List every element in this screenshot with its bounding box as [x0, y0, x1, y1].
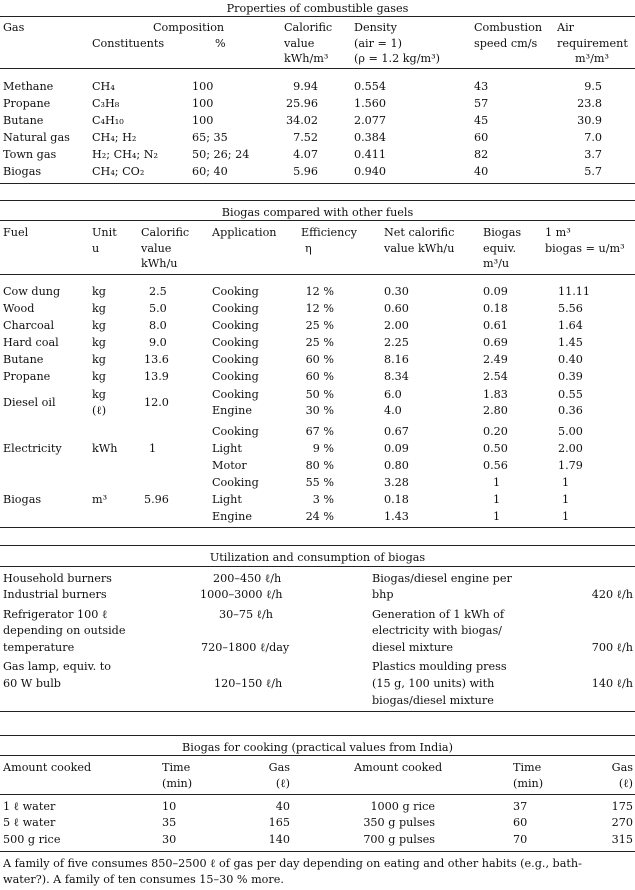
cell-efficiency: 60 % [305, 353, 334, 366]
divider [0, 220, 635, 221]
divider [0, 16, 635, 17]
col-header-eta: η [305, 242, 312, 255]
table-title: Utilization and consumption of biogas [209, 551, 426, 564]
cell-unit: m³ [92, 493, 108, 506]
cell-unit: kg [92, 285, 106, 298]
cell-net-calorific: 8.16 [384, 353, 409, 366]
cell-density: 1.560 [354, 97, 387, 110]
cell-unit: kg [92, 336, 106, 349]
label-plastics-press-2: (15 g, 100 units) with [372, 677, 495, 690]
cell-percent: 60; 40 [192, 165, 228, 178]
cell-constituents: C₄H₁₀ [92, 114, 124, 127]
cell-per-m3: 1.79 [558, 459, 583, 472]
cell-percent: 65; 35 [192, 131, 228, 144]
divider [0, 183, 635, 184]
col-header-net-calorific: Net calorific [384, 226, 455, 239]
cell-air: 9.5 [584, 80, 602, 93]
cell-biogas-equiv: 2.54 [483, 370, 508, 383]
col-header-air-unit: m³/m³ [575, 52, 609, 65]
col-header-time-unit: (min) [162, 777, 193, 790]
cell-gas: Natural gas [3, 131, 70, 144]
cell-time-2: 37 [513, 800, 528, 813]
cell-biogas-equiv: 0.50 [483, 442, 508, 455]
cell-air: 7.0 [584, 131, 602, 144]
cell-calorific: 5.96 [144, 493, 169, 506]
cell-biogas-equiv: 0.20 [483, 425, 508, 438]
cell-speed: 40 [474, 165, 489, 178]
label-household-burners: Household burners [3, 572, 112, 585]
cell-application: Cooking [212, 285, 259, 298]
col-header-calorific-2: value [141, 242, 172, 255]
cell-net-calorific: 0.67 [384, 425, 409, 438]
cell-fuel: Biogas [3, 493, 42, 506]
cell-amount-2: 700 g pulses [363, 833, 435, 846]
col-header-requirement: requirement [557, 37, 628, 50]
cell-unit-electricity: kWh [92, 442, 118, 455]
cell-per-m3: 1 [562, 476, 570, 489]
col-header-amount: Amount cooked [3, 761, 92, 774]
cell-calorific: 34.02 [285, 114, 318, 127]
col-header-equiv-unit: m³/u [483, 257, 510, 270]
cell-calorific: 9.94 [293, 80, 318, 93]
col-header-gas: Gas [268, 761, 290, 774]
col-header-composition: Composition [153, 21, 225, 34]
divider [0, 851, 635, 852]
cell-gas: Propane [3, 97, 51, 110]
cell-net-calorific: 2.25 [384, 336, 409, 349]
col-header-fuel: Fuel [3, 226, 29, 239]
divider [0, 68, 635, 69]
cell-application: Cooking [212, 302, 259, 315]
table-title: Biogas for cooking (practical values from India) [182, 741, 453, 754]
cell-gas: 140 [268, 833, 290, 846]
cell-speed: 60 [474, 131, 489, 144]
cell-biogas-equiv: 1 [493, 476, 501, 489]
cell-biogas-equiv: 2.49 [483, 353, 508, 366]
col-header-calorific-2: value [284, 37, 315, 50]
cell-time-2: 60 [513, 816, 528, 829]
cell-net-calorific: 0.60 [384, 302, 409, 315]
label-diesel-engine-2: bhp [372, 588, 394, 601]
col-header-gas-2: Gas [611, 761, 633, 774]
cell-calorific: 13.9 [144, 370, 169, 383]
cell-time: 10 [162, 800, 177, 813]
cell-application: Cooking [212, 425, 259, 438]
cell-fuel-electricity: Electricity [3, 442, 62, 455]
col-header-density-2: (air = 1) [354, 37, 402, 50]
cell-unit: kg [92, 319, 106, 332]
cell-calorific: 4.07 [293, 148, 318, 161]
col-header-density-3: (ρ = 1.2 kg/m³) [354, 52, 440, 65]
cell-air: 30.9 [577, 114, 602, 127]
cell-speed: 57 [474, 97, 489, 110]
cell-calorific-diesel: 12.0 [144, 396, 169, 409]
cell-biogas-equiv: 0.18 [483, 302, 508, 315]
cell-calorific: 9.0 [149, 336, 167, 349]
cell-amount: 1 ℓ water [3, 800, 56, 813]
cell-efficiency: 3 % [312, 493, 334, 506]
cell-percent: 100 [192, 114, 214, 127]
cell-per-m3: 2.00 [558, 442, 583, 455]
divider [0, 566, 635, 567]
col-header-calorific: Calorific [141, 226, 190, 239]
cell-application: Cooking [212, 319, 259, 332]
cell-application: Motor [212, 459, 247, 472]
col-header-time: Time [162, 761, 191, 774]
cell-application: Cooking [212, 388, 259, 401]
divider [0, 735, 635, 736]
cell-net-calorific: 3.28 [384, 476, 409, 489]
col-header-net-calorific-2: value kWh/u [384, 242, 455, 255]
cell-net-calorific: 0.30 [384, 285, 409, 298]
cell-density: 0.411 [354, 148, 387, 161]
value-refrigerator: 30–75 ℓ/h [219, 608, 273, 621]
col-header-speed: speed cm/s [474, 37, 538, 50]
cell-fuel: Hard coal [3, 336, 59, 349]
cell-efficiency: 12 % [305, 302, 334, 315]
col-header-density: Density [354, 21, 397, 34]
col-header-unit-u: u [92, 242, 100, 255]
cell-application: Engine [212, 510, 252, 523]
cell-calorific: 7.52 [293, 131, 318, 144]
cell-net-calorific: 6.0 [384, 388, 402, 401]
cell-per-m3: 5.56 [558, 302, 583, 315]
cell-biogas-equiv: 0.56 [483, 459, 508, 472]
cell-application: Cooking [212, 336, 259, 349]
cell-efficiency: 80 % [305, 459, 334, 472]
cell-amount-2: 350 g pulses [363, 816, 435, 829]
cell-biogas-equiv: 0.09 [483, 285, 508, 298]
cell-density: 0.940 [354, 165, 387, 178]
cell-unit: kg [92, 370, 106, 383]
cell-density: 0.554 [354, 80, 387, 93]
cell-net-calorific: 2.00 [384, 319, 409, 332]
col-header-gas-unit: (ℓ) [275, 777, 290, 790]
cell-fuel: Cow dung [3, 285, 61, 298]
cell-gas-2: 315 [611, 833, 633, 846]
cell-per-m3: 0.40 [558, 353, 583, 366]
divider [0, 794, 635, 795]
cell-unit: (ℓ) [92, 404, 107, 417]
cell-gas: Biogas [3, 165, 42, 178]
value-household-burners: 200–450 ℓ/h [213, 572, 282, 585]
cell-fuel: Propane [3, 370, 51, 383]
cell-net-calorific: 8.34 [384, 370, 409, 383]
label-generation-2: electricity with biogas/ [372, 624, 502, 637]
cell-constituents: CH₄ [92, 80, 115, 93]
col-header-biogas-per: biogas = u/m³ [545, 242, 625, 255]
cell-application: Cooking [212, 370, 259, 383]
col-header-gas: Gas [3, 21, 25, 34]
footnote-line-2: water?). A family of ten consumes 15–30 % more. [3, 873, 284, 886]
cell-efficiency: 25 % [305, 319, 334, 332]
col-header-time-2: Time [513, 761, 542, 774]
cell-fuel: Charcoal [3, 319, 55, 332]
value-industrial-burners: 1000–3000 ℓ/h [200, 588, 283, 601]
cell-amount: 500 g rice [3, 833, 61, 846]
cell-air: 5.7 [584, 165, 602, 178]
cell-gas: 165 [268, 816, 290, 829]
cell-efficiency: 24 % [305, 510, 334, 523]
cell-amount: 5 ℓ water [3, 816, 56, 829]
cell-biogas-equiv: 0.69 [483, 336, 508, 349]
cell-speed: 43 [474, 80, 489, 93]
cell-constituents: CH₄; H₂ [92, 131, 137, 144]
cell-amount-2: 1000 g rice [370, 800, 435, 813]
cell-per-m3: 1 [562, 510, 570, 523]
cell-efficiency: 25 % [305, 336, 334, 349]
label-refrigerator-2: depending on outside [3, 624, 126, 637]
cell-percent: 100 [192, 97, 214, 110]
cell-fuel: Butane [3, 353, 44, 366]
cell-efficiency: 50 % [305, 388, 334, 401]
label-gas-lamp: Gas lamp, equiv. to [3, 660, 111, 673]
table-title: Biogas compared with other fuels [221, 206, 414, 219]
table-title: Properties of combustible gases [226, 2, 409, 15]
cell-per-m3: 1.45 [558, 336, 583, 349]
cell-gas: Town gas [3, 148, 57, 161]
cell-calorific: 2.5 [149, 285, 167, 298]
value-generation: 700 ℓ/h [591, 641, 633, 654]
cell-time: 30 [162, 833, 177, 846]
cell-per-m3: 1.64 [558, 319, 583, 332]
cell-per-m3: 5.00 [558, 425, 583, 438]
cell-application: Cooking [212, 476, 259, 489]
cell-efficiency: 30 % [305, 404, 334, 417]
cell-biogas-equiv: 1.83 [483, 388, 508, 401]
cell-application: Cooking [212, 353, 259, 366]
label-generation: Generation of 1 kWh of [372, 608, 504, 621]
col-header-amount-2: Amount cooked [354, 761, 443, 774]
cell-biogas-equiv: 1 [493, 493, 501, 506]
value-plastics-press: 140 ℓ/h [591, 677, 633, 690]
col-header-calorific-unit: kWh/u [141, 257, 178, 270]
cell-speed: 82 [474, 148, 489, 161]
cell-density: 2.077 [354, 114, 387, 127]
cell-calorific-electricity: 1 [149, 442, 157, 455]
cell-per-m3: 0.39 [558, 370, 583, 383]
value-refrigerator-day: 720–1800 ℓ/day [201, 641, 290, 654]
cell-gas-2: 175 [611, 800, 633, 813]
value-gas-lamp: 120–150 ℓ/h [214, 677, 283, 690]
label-refrigerator-3: temperature [3, 641, 75, 654]
col-header-air: Air [557, 21, 575, 34]
cell-calorific: 8.0 [149, 319, 167, 332]
col-header-percent: % [215, 37, 226, 50]
col-header-unit: Unit [92, 226, 117, 239]
col-header-application: Application [212, 226, 277, 239]
cell-application: Engine [212, 404, 252, 417]
cell-efficiency: 9 % [312, 442, 334, 455]
cell-time: 35 [162, 816, 177, 829]
label-gas-lamp-2: 60 W bulb [3, 677, 61, 690]
cell-gas: Methane [3, 80, 54, 93]
cell-net-calorific: 0.09 [384, 442, 409, 455]
cell-gas: 40 [275, 800, 290, 813]
label-industrial-burners: Industrial burners [3, 588, 107, 601]
cell-efficiency: 67 % [305, 425, 334, 438]
cell-calorific: 5.96 [293, 165, 318, 178]
cell-fuel: Wood [3, 302, 35, 315]
col-header-calorific-unit: kWh/m³ [284, 52, 329, 65]
cell-density: 0.384 [354, 131, 387, 144]
cell-speed: 45 [474, 114, 489, 127]
label-plastics-press-3: biogas/diesel mixture [372, 694, 494, 707]
cell-net-calorific: 0.18 [384, 493, 409, 506]
divider [0, 200, 635, 201]
label-diesel-engine: Biogas/diesel engine per [372, 572, 512, 585]
col-header-combustion: Combustion [474, 21, 543, 34]
cell-unit: kg [92, 353, 106, 366]
cell-efficiency: 60 % [305, 370, 334, 383]
cell-percent: 50; 26; 24 [192, 148, 250, 161]
col-header-biogas: Biogas [483, 226, 522, 239]
cell-application: Light [212, 442, 242, 455]
col-header-efficiency: Efficiency [301, 226, 357, 239]
cell-air: 3.7 [584, 148, 602, 161]
cell-biogas-equiv: 0.61 [483, 319, 508, 332]
cell-net-calorific: 0.80 [384, 459, 409, 472]
cell-per-m3: 11.11 [558, 285, 591, 298]
col-header-equiv: equiv. [483, 242, 517, 255]
footnote-line-1: A family of five consumes 850–2500 ℓ of gas per day depending on eating and other habits (e.g., bath- [3, 857, 582, 870]
cell-percent: 100 [192, 80, 214, 93]
cell-gas: Butane [3, 114, 44, 127]
cell-per-m3: 1 [562, 493, 570, 506]
cell-time-2: 70 [513, 833, 528, 846]
divider [0, 545, 635, 546]
label-plastics-press: Plastics moulding press [372, 660, 507, 673]
cell-unit: kg [92, 302, 106, 315]
cell-gas-2: 270 [611, 816, 633, 829]
col-header-time-unit-2: (min) [513, 777, 544, 790]
cell-calorific: 25.96 [285, 97, 318, 110]
divider [0, 711, 635, 712]
cell-per-m3: 0.55 [558, 388, 583, 401]
col-header-constituents: Constituents [92, 37, 165, 50]
cell-constituents: C₃H₈ [92, 97, 120, 110]
cell-efficiency: 55 % [305, 476, 334, 489]
cell-unit: kg [92, 388, 106, 401]
col-header-one-m3: 1 m³ [545, 226, 571, 239]
cell-efficiency: 12 % [305, 285, 334, 298]
divider [0, 274, 635, 275]
cell-biogas-equiv: 2.80 [483, 404, 508, 417]
label-refrigerator: Refrigerator 100 ℓ [3, 608, 108, 621]
cell-constituents: CH₄; CO₂ [92, 165, 145, 178]
cell-biogas-equiv: 1 [493, 510, 501, 523]
col-header-calorific: Calorific [284, 21, 333, 34]
cell-net-calorific: 4.0 [384, 404, 402, 417]
divider [0, 527, 635, 528]
cell-constituents: H₂; CH₄; N₂ [92, 148, 158, 161]
cell-calorific: 5.0 [149, 302, 167, 315]
label-generation-3: diesel mixture [372, 641, 454, 654]
cell-per-m3: 0.36 [558, 404, 583, 417]
value-diesel-engine: 420 ℓ/h [591, 588, 633, 601]
cell-net-calorific: 1.43 [384, 510, 409, 523]
cell-calorific: 13.6 [144, 353, 169, 366]
cell-fuel-diesel: Diesel oil [3, 396, 56, 409]
col-header-gas-unit-2: (ℓ) [618, 777, 633, 790]
divider [0, 755, 635, 756]
cell-application: Light [212, 493, 242, 506]
cell-air: 23.8 [577, 97, 602, 110]
